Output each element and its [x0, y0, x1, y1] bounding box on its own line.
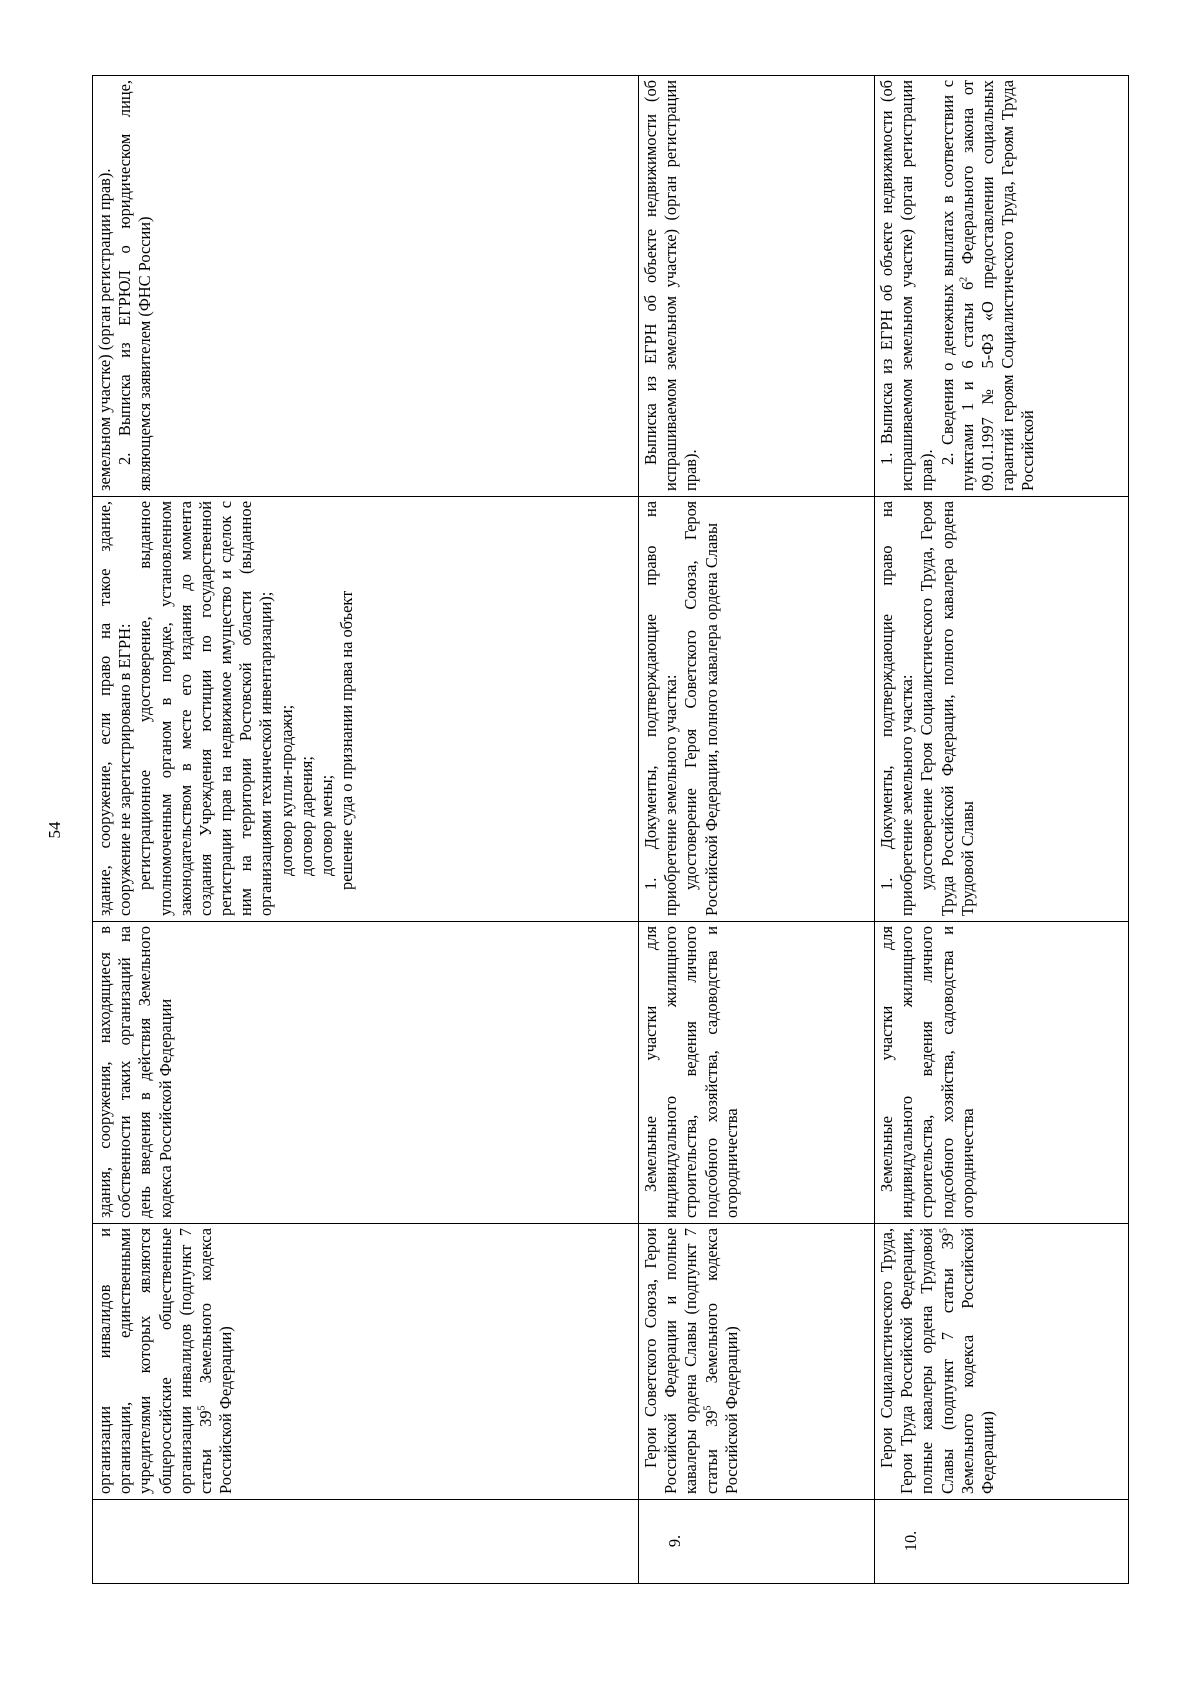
category-text	[877, 1228, 998, 1494]
category-text-main: Герои Социалистического Труда, Герои Труда Российской Федерации, полные кавалеры ордена Трудовой Славы (подпункт 7 статьи 39	[877, 1228, 957, 1494]
category-text	[95, 1228, 236, 1494]
document-paragraph: договор дарения;	[296, 756, 316, 876]
documents-cell	[93, 497, 639, 922]
page-number: 54	[45, 821, 64, 839]
registry-extracts-cell	[639, 76, 875, 497]
document-paragraph: 1. Документы, подтверждающие право на приобретение земельного участка:	[641, 501, 681, 916]
category-text-tail: Земельного кодекса Российской Федерации)	[701, 1228, 741, 1494]
land-type-text: Земельные участки для индивидуального жилищного строительства, ведения личного подсобного хозяйства, садоводства и огородничества	[641, 926, 741, 1218]
category-cell	[93, 1224, 639, 1500]
documents-cell	[875, 497, 1129, 922]
extract-text: Выписка из ЕГРН об объекте недвижимости (об испрашиваемом земельном участке) (орган регистрации прав).	[641, 80, 701, 491]
document-paragraph: удостоверение Героя Советского Союза, Героя Российской Федерации, полного кавалера ордена Славы	[681, 501, 721, 916]
document-paragraph: решение суда о признании права на объект	[337, 590, 357, 890]
extract-paragraph	[95, 80, 115, 491]
rotated-table-container	[92, 76, 1145, 1584]
table-row	[875, 76, 1129, 1584]
row-number-cell	[93, 1500, 639, 1584]
extract-paragraph	[877, 80, 938, 491]
extract-paragraph	[641, 80, 702, 491]
documents-cell	[639, 497, 875, 922]
registry-extracts-cell	[93, 76, 639, 497]
land-type-cell	[639, 922, 875, 1224]
land-type-text: здания, сооружения, находящиеся в собственности таких организаций на день введения в действия Земельного кодекса Российской Федерации	[95, 926, 175, 1218]
row-number-cell: 10.	[875, 1500, 1129, 1584]
document-paragraph: регистрационное удостоверение, выданное уполномоченным органом в порядке, установленном законодательством в месте его издания до момента создания Учреждения юстиции по государственной регистрации прав на недвижимое имущество и сделок с ним на территории Ростовской области (выданное организациями технической инвентаризации);	[135, 501, 276, 916]
document-paragraph: договор мены;	[316, 774, 336, 876]
category-text	[641, 1228, 742, 1494]
category-superscript: 5	[702, 1405, 714, 1411]
category-text-tail: Земельного кодекса Российской Федерации)	[195, 1228, 236, 1494]
land-documents-table	[92, 75, 1129, 1584]
document-paragraph: 1. Документы, подтверждающие право на приобретение земельного участка:	[877, 501, 917, 916]
extract-text: 2. Выписка из ЕГРЮЛ о юридическом лице, являющемся заявителем (ФНС России)	[115, 80, 155, 491]
category-superscript: 5	[196, 1405, 208, 1411]
land-type-cell	[875, 922, 1129, 1224]
extract-paragraph	[938, 80, 1039, 491]
document-paragraph: здание, сооружение, если право на такое здание, сооружение не зарегистрировано в ЕГРН:	[95, 501, 135, 916]
category-text-main: организации инвалидов и организации, единственными учредителями которых являются общероссийские общественные организации инвалидов (подпункт 7 статьи 39	[95, 1228, 215, 1494]
extract-text: 1. Выписка из ЕГРН об объекте недвижимости (об испрашиваемом земельном участке) (орган регистрации прав).	[877, 80, 937, 491]
extract-text: 2. Сведения о денежных выплатах в соответствии с пунктами 1 и 6 статьи 6	[937, 80, 977, 491]
registry-extracts-cell	[875, 76, 1129, 497]
document-paragraph: договор купли-продажи;	[276, 704, 296, 876]
extract-paragraph	[115, 80, 155, 491]
category-cell	[875, 1224, 1129, 1500]
category-cell	[639, 1224, 875, 1500]
document-paragraph: удостоверение Героя Социалистического Труда, Героя Труда Российской Федерации, полного кавалера ордена Трудовой Славы	[917, 501, 977, 916]
row-number-cell: 9.	[639, 1500, 875, 1584]
land-type-cell	[93, 922, 639, 1224]
category-superscript: 5	[938, 1228, 950, 1233]
table-row	[639, 76, 875, 1584]
table-row	[93, 76, 639, 1584]
land-type-text: Земельные участки для индивидуального жилищного строительства, ведения личного подсобного хозяйства, садоводства и огородничества	[877, 926, 977, 1218]
category-text-tail: Земельного кодекса Российской Федерации)	[957, 1228, 997, 1494]
extract-superscript: 2	[958, 276, 970, 282]
category-text-main: Герои Советского Союза, Герои Российской Федерации и полные кавалеры ордена Славы (подпункт 7 статьи 39	[641, 1228, 721, 1494]
extract-text-tail: Федерального закона от 09.01.1997 № 5-ФЗ «О предоставлении социальных гарантий героям Социалистического Труда, Героям Труда Российской	[957, 80, 1038, 491]
extract-text: земельном участке) (орган регистрации прав).	[95, 168, 114, 491]
